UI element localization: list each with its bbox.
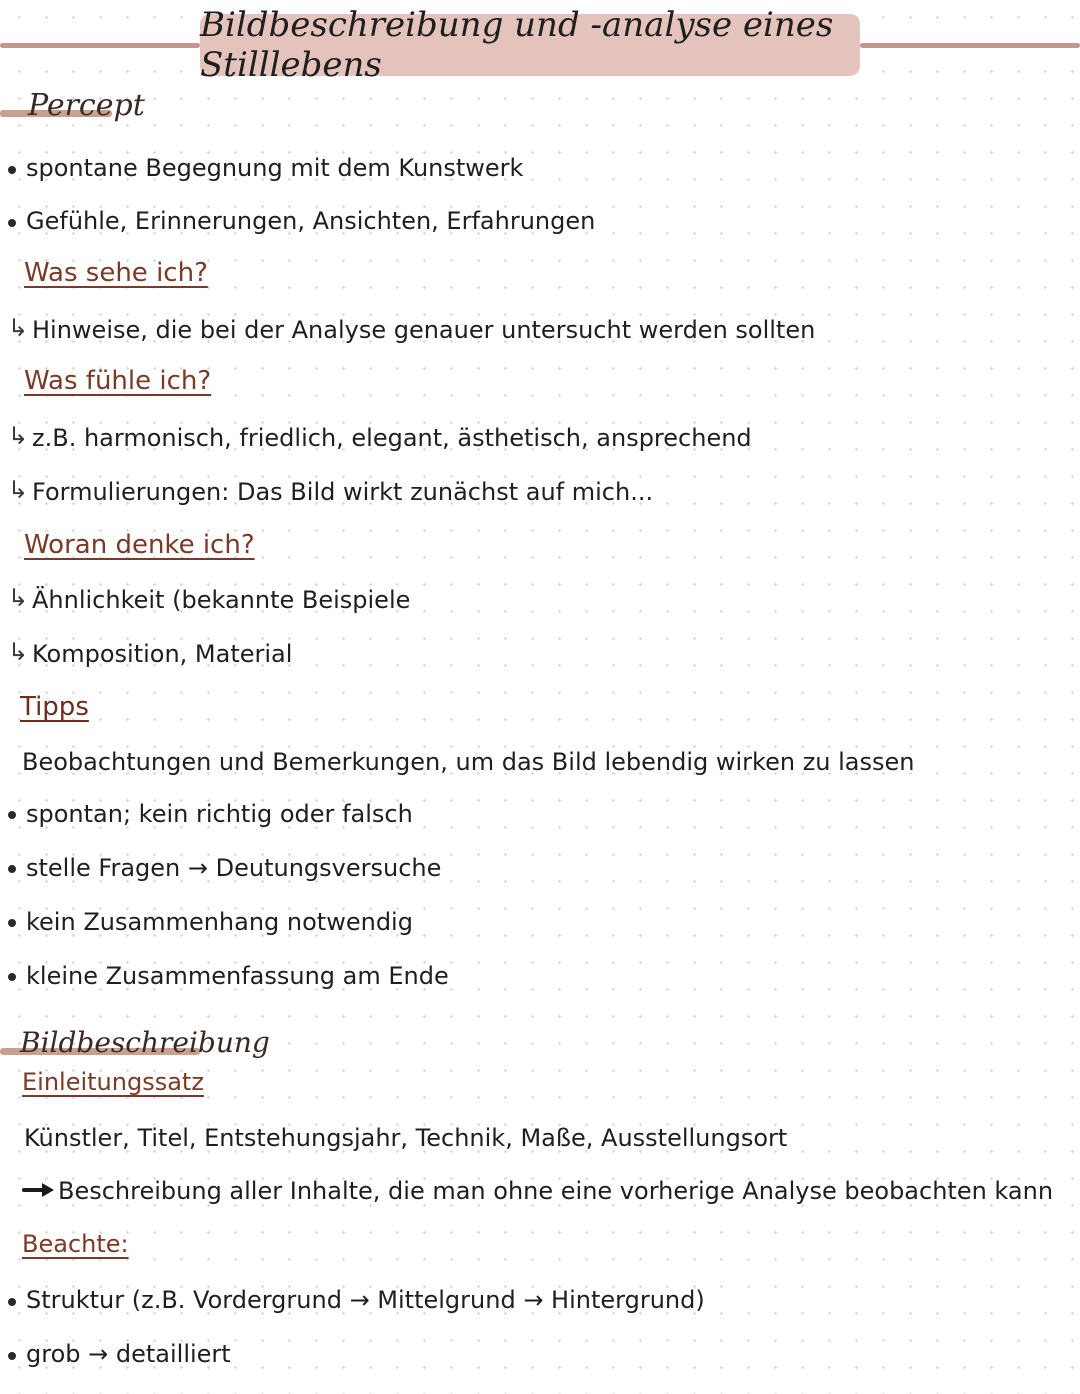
beschreibung-summary: Beschreibung aller Inhalte, die man ohne eine vorherige Analyse beobachten kann [58, 1177, 1054, 1205]
bullet-dot [8, 811, 16, 819]
percept-bullet-1: spontane Begegnung mit dem Kunstwerk [26, 154, 524, 182]
bullet-dot [8, 1298, 16, 1306]
beachte-heading: Beachte: [22, 1230, 129, 1258]
hook-arrow-icon: ↳ [8, 476, 29, 504]
bullet-dot [8, 1352, 16, 1360]
einleitungssatz-heading: Einleitungssatz [22, 1068, 204, 1096]
beschreibung-heading: Bildbeschreibung [20, 1026, 270, 1059]
percept-bullet-2: Gefühle, Erinnerungen, Ansichten, Erfahrungen [26, 207, 596, 235]
note-hinweise: Hinweise, die bei der Analyse genauer untersucht werden sollten [32, 316, 816, 344]
tips-intro: Beobachtungen und Bemerkungen, um das Bild lebendig wirken zu lassen [22, 748, 915, 776]
beachte-grob-detailliert: grob → detailliert [26, 1340, 231, 1368]
note-formulierungen: Formulierungen: Das Bild wirkt zunächst auf mich... [32, 478, 654, 506]
bullet-dot [8, 166, 16, 174]
title-rule-right [860, 43, 1080, 48]
hook-arrow-icon: ↳ [8, 422, 29, 450]
title-rule-left [0, 43, 200, 48]
hook-arrow-icon: ↳ [8, 314, 29, 342]
tip-4: kleine Zusammenfassung am Ende [26, 962, 449, 990]
einleitung-elements: Künstler, Titel, Entstehungsjahr, Technik, Maße, Ausstellungsort [24, 1124, 788, 1152]
bullet-dot [8, 219, 16, 227]
bullet-dot [8, 865, 16, 873]
tip-3: kein Zusammenhang notwendig [26, 908, 413, 936]
question-woran-denke-ich: Woran denke ich? [24, 530, 255, 560]
tip-2: stelle Fragen → Deutungsversuche [26, 854, 442, 882]
note-komposition: Komposition, Material [32, 640, 293, 668]
percept-heading: Percept [28, 88, 145, 123]
page-title: Bildbeschreibung und -analyse eines Stilllebens [200, 5, 834, 85]
bullet-dot [8, 919, 16, 927]
question-was-sehe-ich: Was sehe ich? [24, 258, 208, 288]
tips-heading: Tipps [20, 692, 89, 722]
hook-arrow-icon: ↳ [8, 584, 29, 612]
hook-arrow-icon: ↳ [8, 638, 29, 666]
question-was-fuehle-ich: Was fühle ich? [24, 366, 212, 396]
right-arrow-icon [22, 1180, 56, 1200]
note-aehnlichkeit: Ähnlichkeit (bekannte Beispiele [32, 586, 411, 614]
bullet-dot [8, 973, 16, 981]
tip-1: spontan; kein richtig oder falsch [26, 800, 413, 828]
note-adjektive: z.B. harmonisch, friedlich, elegant, ästhetisch, ansprechend [32, 424, 752, 452]
beachte-struktur: Struktur (z.B. Vordergrund → Mittelgrund → Hintergrund) [26, 1286, 705, 1314]
